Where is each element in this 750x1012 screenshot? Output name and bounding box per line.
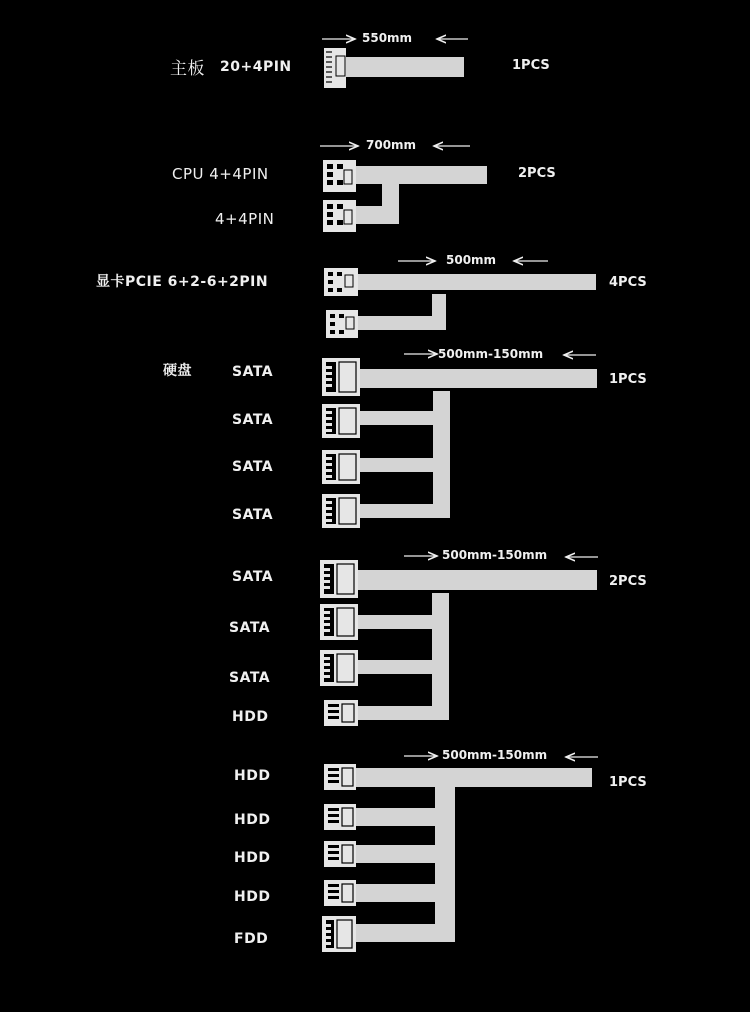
connector-label: SATA bbox=[229, 670, 271, 686]
cable-bar bbox=[346, 57, 464, 77]
connector-icon bbox=[324, 841, 356, 867]
gpu-cable-group bbox=[324, 261, 596, 338]
connector-icon bbox=[324, 700, 358, 726]
connector-icon bbox=[323, 200, 356, 232]
cable-length: 500mm bbox=[446, 253, 497, 267]
connector-label: 4+4PIN bbox=[215, 210, 275, 228]
quantity-label: 1PCS bbox=[609, 775, 647, 790]
connector-label: CPU 4+4PIN bbox=[172, 165, 269, 183]
connector-label: 显卡PCIE 6+2-6+2PIN bbox=[96, 274, 269, 290]
cable-length: 700mm bbox=[366, 138, 417, 152]
cpu-cable-group bbox=[320, 146, 487, 232]
quantity-label: 1PCS bbox=[609, 372, 647, 387]
connector-icon bbox=[322, 358, 360, 396]
connector-icon bbox=[322, 916, 356, 952]
connector-icon bbox=[320, 604, 358, 640]
connector-icon bbox=[324, 764, 356, 790]
quantity-label: 1PCS bbox=[512, 58, 550, 73]
connector-label: 20+4PIN bbox=[220, 59, 292, 75]
cable-length: 500mm-150mm bbox=[442, 748, 548, 762]
sata2-cable-group bbox=[320, 556, 598, 726]
connector-label: HDD bbox=[234, 812, 271, 828]
connector-label: SATA bbox=[232, 507, 274, 523]
quantity-label: 2PCS bbox=[609, 574, 647, 589]
quantity-label: 4PCS bbox=[609, 275, 647, 290]
connector-icon bbox=[322, 494, 360, 528]
connector-icon bbox=[324, 804, 356, 830]
category-label: 硬盘 bbox=[163, 363, 192, 379]
connector-label: SATA bbox=[232, 364, 274, 380]
cable-length: 500mm-150mm bbox=[438, 347, 544, 361]
connector-icon bbox=[324, 268, 358, 296]
mb-cable-group bbox=[322, 39, 468, 88]
connector-label: HDD bbox=[234, 850, 271, 866]
connector-label: HDD bbox=[234, 889, 271, 905]
category-label: 主板 bbox=[170, 59, 205, 79]
sata1-cable-group bbox=[322, 354, 597, 528]
connector-label: HDD bbox=[234, 768, 271, 784]
connector-label: HDD bbox=[232, 709, 269, 725]
connector-icon bbox=[322, 404, 360, 438]
connector-icon bbox=[322, 450, 360, 484]
connector-label: SATA bbox=[229, 620, 271, 636]
connector-label: SATA bbox=[232, 569, 274, 585]
connector-label: FDD bbox=[234, 931, 269, 947]
connector-icon bbox=[324, 48, 346, 88]
quantity-label: 2PCS bbox=[518, 166, 556, 181]
connector-label: SATA bbox=[232, 412, 274, 428]
connector-icon bbox=[326, 310, 358, 338]
cable-length: 500mm-150mm bbox=[442, 548, 548, 562]
connector-icon bbox=[320, 560, 358, 598]
connector-label: SATA bbox=[232, 459, 274, 475]
connector-icon bbox=[323, 160, 356, 192]
cable-length: 550mm bbox=[362, 31, 413, 45]
hdd-cable-group bbox=[322, 756, 598, 952]
connector-icon bbox=[324, 880, 356, 906]
connector-icon bbox=[320, 650, 358, 686]
